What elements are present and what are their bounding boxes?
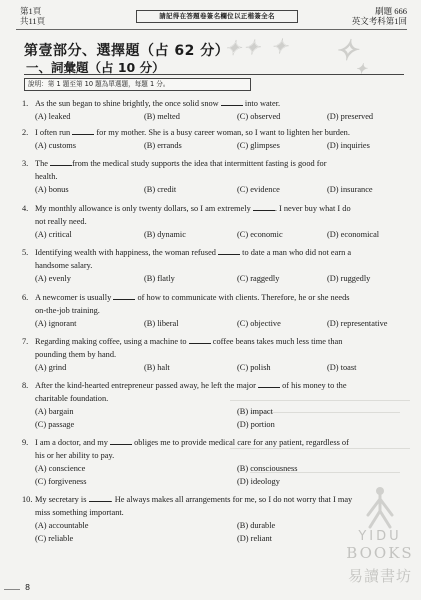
- exam-subject: 英文考科第1回: [351, 16, 407, 26]
- option-b: (B) liberal: [144, 319, 179, 328]
- question-text: obliges me to provide medical care for any patient, regardless of: [134, 438, 349, 447]
- subsection-rule: [24, 74, 404, 75]
- section-title: 第壹部分、選擇題（占 62 分）: [24, 43, 230, 59]
- option-a: (A) leaked: [35, 112, 71, 121]
- question-2: [22, 126, 414, 152]
- option-d: (D) inquiries: [327, 141, 370, 150]
- question-4: [22, 202, 414, 241]
- option-c: (C) economic: [237, 230, 283, 239]
- question-9: [22, 436, 414, 488]
- answer-blank: [253, 202, 275, 211]
- question-number: 9.: [22, 438, 29, 447]
- question-text: My monthly allowance is only twenty dollars, so I am extremely: [35, 204, 251, 213]
- question-text: Regarding making coffee, using a machine to: [35, 337, 187, 346]
- option-b: (B) melted: [144, 112, 180, 121]
- question-3: [22, 157, 414, 196]
- question-text: . I never buy what I do: [274, 204, 351, 213]
- question-text-continued: pounding them by hand.: [35, 350, 117, 359]
- option-c: (C) evidence: [237, 185, 280, 194]
- answer-blank: [189, 335, 211, 344]
- question-text: My secretary is: [35, 495, 87, 504]
- answer-blank: [218, 246, 240, 255]
- option-b: (B) halt: [144, 363, 170, 372]
- question-5: [22, 246, 414, 285]
- option-b: (B) durable: [237, 521, 276, 530]
- header-rule: [16, 29, 407, 30]
- question-text: Identifying wealth with happiness, the woman refused: [35, 248, 216, 257]
- question-text-continued: not really need.: [35, 217, 87, 226]
- logo-text: YIDU: [358, 529, 402, 544]
- option-c: (C) forgiveness: [35, 477, 87, 486]
- page-edge-mark: [4, 589, 20, 590]
- option-b: (B) errands: [144, 141, 182, 150]
- question-number: 10.: [22, 495, 33, 504]
- option-d: (D) insurance: [327, 185, 373, 194]
- page-indicator: 第1頁: [20, 6, 42, 16]
- option-b: (B) consciousness: [237, 464, 298, 473]
- option-b: (B) flatly: [144, 274, 175, 283]
- question-text: to date a man who did not earn a: [242, 248, 352, 257]
- question-number: 8.: [22, 381, 29, 390]
- question-text: . He always makes all arrangements for me, so I do not worry that I may: [110, 495, 353, 504]
- option-b: (B) impact: [237, 407, 273, 416]
- question-number: 3.: [22, 159, 29, 168]
- option-d: (D) reliant: [237, 534, 272, 543]
- option-a: (A) evenly: [35, 274, 71, 283]
- question-text: for my mother. She is a busy career woman, so I want to lighten her burden.: [96, 128, 350, 137]
- subsection-title: 一、詞彙題（占 10 分）: [26, 60, 165, 75]
- answer-blank: [110, 436, 132, 445]
- answer-blank: [221, 97, 243, 106]
- question-text: I am a doctor, and my: [35, 438, 108, 447]
- question-text: into water.: [244, 99, 281, 108]
- option-a: (A) critical: [35, 230, 72, 239]
- question-text: A newcomer is usually: [35, 293, 112, 302]
- option-d: (D) economical: [327, 230, 380, 239]
- question-text-continued: on-the-job training.: [35, 306, 100, 315]
- answer-blank: [72, 126, 94, 135]
- question-text-continued: health.: [35, 172, 58, 181]
- question-text: from the medical study supports the idea that intermittent fasting is good for: [72, 159, 327, 168]
- question-text: of his money to the: [282, 381, 347, 390]
- question-text: The: [35, 159, 48, 168]
- option-c: (C) polish: [237, 363, 271, 372]
- option-d: (D) toast: [327, 363, 357, 372]
- option-d: (D) ruggedly: [327, 274, 371, 283]
- header-right: [352, 6, 407, 26]
- option-d: (D) representative: [327, 319, 388, 328]
- option-b: (B) dynamic: [144, 230, 186, 239]
- option-a: (A) bonus: [35, 185, 69, 194]
- instruction-box: 說明：第 1 題至第 10 題為單選題，每題 1 分。: [24, 78, 251, 91]
- bleed-through-decoration: ✦✦ ✦ ✧ ✦: [223, 33, 370, 78]
- header-left: [20, 6, 45, 26]
- option-c: (C) passage: [35, 420, 75, 429]
- total-pages: 共11頁: [20, 16, 46, 26]
- option-c: (C) raggedly: [237, 274, 280, 283]
- question-text: I often run: [35, 128, 71, 137]
- question-text: coffee beans takes much less time than: [212, 337, 343, 346]
- question-number: 4.: [22, 204, 29, 213]
- page-number: 8: [25, 583, 31, 592]
- question-6: [22, 291, 414, 330]
- question-text-continued: miss something important.: [35, 508, 124, 517]
- option-a: (A) customs: [35, 141, 77, 150]
- logo-text: 易讀書坊: [347, 567, 412, 585]
- question-text: After the kind-hearted entrepreneur passed away, he left the major: [35, 381, 256, 390]
- question-number: 2.: [22, 128, 29, 137]
- option-c: (C) reliable: [35, 534, 74, 543]
- question-text-continued: handsome salary.: [35, 261, 93, 270]
- question-8: [22, 379, 414, 431]
- question-number: 5.: [22, 248, 29, 257]
- option-c: (C) observed: [237, 112, 281, 121]
- option-a: (A) bargain: [35, 407, 74, 416]
- option-a: (A) ignorant: [35, 319, 77, 328]
- question-1: [22, 97, 414, 123]
- question-7: [22, 335, 414, 374]
- option-d: (D) ideology: [237, 477, 280, 486]
- answer-blank: [50, 157, 72, 166]
- question-number: 1.: [22, 99, 29, 108]
- question-text-continued: his or her ability to pay.: [35, 451, 115, 460]
- option-b: (B) credit: [144, 185, 177, 194]
- signature-notice: 請記得在答題卷簽名欄位以正楷簽全名: [136, 10, 298, 23]
- question-text-continued: charitable foundation.: [35, 394, 109, 403]
- question-number: 6.: [22, 293, 29, 302]
- option-d: (D) portion: [237, 420, 275, 429]
- person-silhouette-icon: [342, 485, 418, 529]
- question-text: As the sun began to shine brightly, the once solid snow: [35, 99, 219, 108]
- option-d: (D) preserved: [327, 112, 374, 121]
- answer-blank: [89, 493, 111, 502]
- option-a: (A) conscience: [35, 464, 86, 473]
- question-text: of how to communicate with clients. Therefore, he or she needs: [137, 293, 350, 302]
- question-number: 7.: [22, 337, 29, 346]
- option-c: (C) objective: [237, 319, 281, 328]
- publisher-watermark-logo: [342, 485, 418, 595]
- answer-blank: [113, 291, 135, 300]
- option-a: (A) grind: [35, 363, 67, 372]
- option-c: (C) glimpses: [237, 141, 280, 150]
- option-a: (A) accountable: [35, 521, 89, 530]
- book-title: 刷題 666: [375, 6, 407, 16]
- logo-text: BOOKS: [346, 544, 414, 562]
- answer-blank: [258, 379, 280, 388]
